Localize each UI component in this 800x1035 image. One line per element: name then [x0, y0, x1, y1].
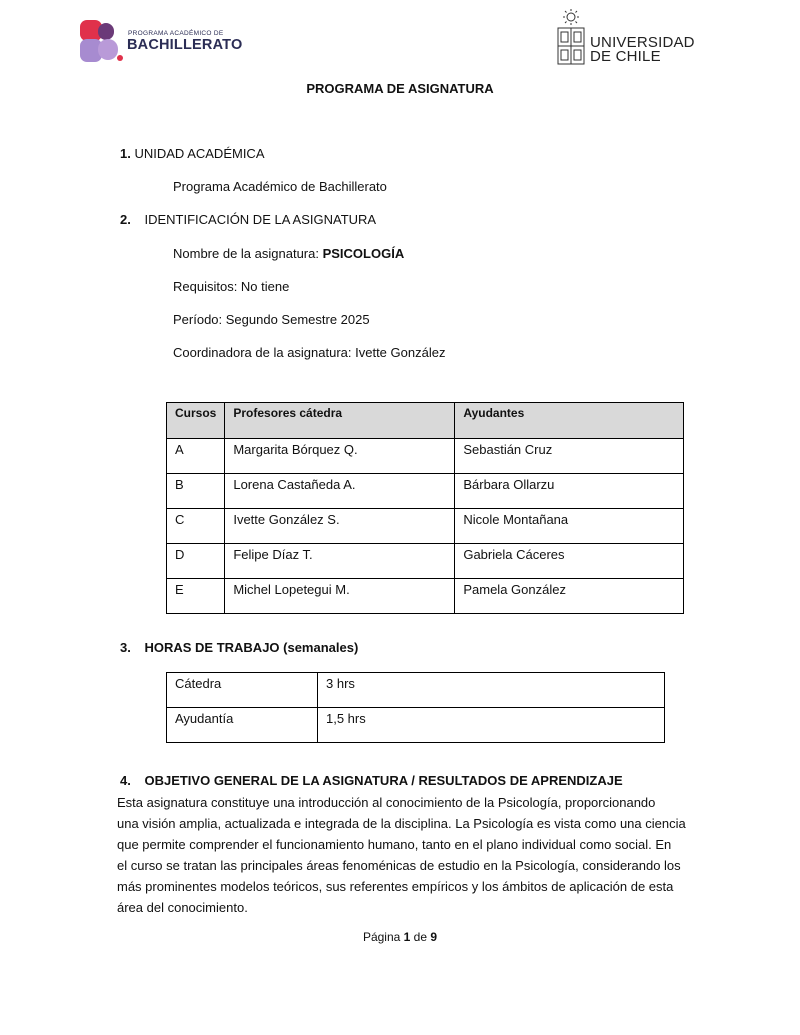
course-period: Período: Segundo Semestre 2025: [173, 312, 370, 327]
university-name-line1: UNIVERSIDAD: [590, 34, 695, 51]
hours-cell: 1,5 hrs: [318, 708, 665, 743]
page-separator: de: [410, 930, 431, 944]
course-coordinator: Coordinadora de la asignatura: Ivette González: [173, 345, 446, 360]
professor-cell: Margarita Bórquez Q.: [225, 439, 455, 474]
hours-cell: 3 hrs: [318, 673, 665, 708]
course-name-label: Nombre de la asignatura:: [173, 246, 323, 261]
section3-title: HORAS DE TRABAJO (semanales): [144, 640, 359, 655]
table-row: [167, 439, 684, 474]
course-name-value: PSICOLOGÍA: [322, 246, 405, 261]
page-number: [0, 930, 800, 944]
paragraph-line: área del conocimiento.: [117, 900, 248, 915]
assistant-cell: Sebastián Cruz: [455, 439, 684, 474]
section2-title: IDENTIFICACIÓN DE LA ASIGNATURA: [144, 212, 377, 227]
section2-number: 2.: [120, 212, 131, 227]
assistant-cell: Bárbara Ollarzu: [455, 474, 684, 509]
column-header-courses: Cursos: [167, 403, 225, 439]
section1-title: UNIDAD ACADÉMICA: [134, 146, 265, 161]
paragraph-line: el curso se tratan las principales áreas fenoménicas de estudio en la Psicología, considerando los: [117, 858, 681, 873]
bachillerato-logo-mark-icon: [80, 20, 124, 62]
section4-heading: [120, 773, 623, 788]
paragraph-line: Esta asignatura constituye una introducción al conocimiento de la Psicología, proporcionando: [117, 795, 656, 810]
assistant-cell: Gabriela Cáceres: [455, 544, 684, 579]
course-cell: A: [167, 439, 225, 474]
professor-cell: Lorena Castañeda A.: [225, 474, 455, 509]
section4-number: 4.: [120, 773, 131, 788]
course-requirements: Requisitos: No tiene: [173, 279, 290, 294]
activity-cell: Ayudantía: [167, 708, 318, 743]
logo-subtitle: PROGRAMA ACADÉMICO DE: [128, 30, 224, 37]
table-row: [167, 544, 684, 579]
course-cell: D: [167, 544, 225, 579]
bachillerato-logo: [80, 20, 260, 62]
section4-title: OBJETIVO GENERAL DE LA ASIGNATURA / RESULTADOS DE APRENDIZAJE: [144, 773, 623, 788]
current-page: 1: [403, 930, 411, 944]
total-pages: 9: [430, 930, 438, 944]
section3-heading: [120, 640, 358, 655]
section3-number: 3.: [120, 640, 131, 655]
paragraph-line: una visión amplia, actualizada e integrada de la disciplina. La Psicología es vista como una ciencia: [117, 816, 686, 831]
course-cell: E: [167, 579, 225, 614]
section1-number: 1.: [120, 146, 131, 161]
table-header-row: [167, 403, 684, 439]
professor-cell: Ivette González S.: [225, 509, 455, 544]
universidad-de-chile-logo: [556, 8, 696, 66]
assistant-cell: Pamela González: [455, 579, 684, 614]
university-name: [590, 36, 695, 64]
activity-cell: Cátedra: [167, 673, 318, 708]
document-title: PROGRAMA DE ASIGNATURA: [306, 81, 494, 96]
university-name-line2: DE CHILE: [590, 48, 661, 65]
column-header-professors: Profesores cátedra: [225, 403, 455, 439]
section2-heading: [120, 212, 376, 227]
table-row: [167, 474, 684, 509]
section1-heading: [120, 146, 265, 161]
table-row: [167, 579, 684, 614]
column-header-assistants: Ayudantes: [455, 403, 684, 439]
objective-paragraph: [117, 792, 692, 918]
hours-table: [166, 672, 665, 743]
teachers-table: [166, 402, 684, 614]
assistant-cell: Nicole Montañana: [455, 509, 684, 544]
academic-unit-value: Programa Académico de Bachillerato: [173, 179, 387, 194]
page-label: Página: [362, 930, 404, 944]
table-row: [167, 509, 684, 544]
paragraph-line: que permite comprender el funcionamiento humano, tanto en el plano individual como social. En: [117, 837, 672, 852]
course-cell: C: [167, 509, 225, 544]
course-name: [173, 246, 404, 261]
professor-cell: Michel Lopetegui M.: [225, 579, 455, 614]
university-shield-icon: [556, 8, 586, 66]
course-cell: B: [167, 474, 225, 509]
paragraph-line: más prominentes modelos teóricos, sus referentes empíricos y los ámbitos de aplicación de esta: [117, 879, 674, 894]
table-row: [167, 708, 665, 743]
logo-title: BACHILLERATO: [127, 37, 243, 53]
professor-cell: Felipe Díaz T.: [225, 544, 455, 579]
table-row: [167, 673, 665, 708]
